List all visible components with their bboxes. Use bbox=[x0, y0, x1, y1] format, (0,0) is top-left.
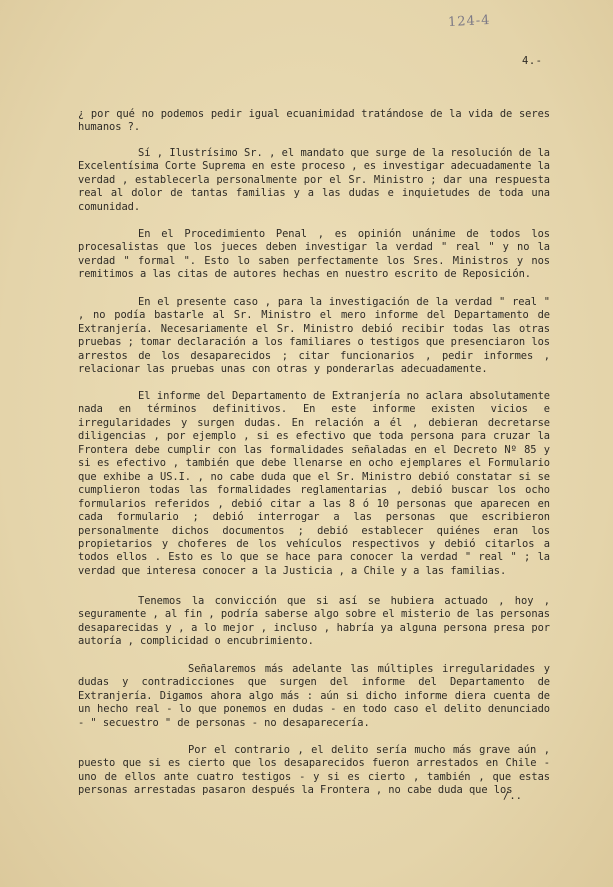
continuation-mark: /.. bbox=[503, 790, 522, 802]
paragraph-3: En el Procedimiento Penal , es opinión unánime de todos los procesalistas que los jueces deben investigar la verdad " real " y no la verdad " formal ". Esto lo saben perfectamente los Sres. Ministros y nos remitimos a las citas de autores hechas en nuestro escrito de Reposición. bbox=[78, 228, 550, 281]
paragraph-1: ¿ por qué no podemos pedir igual ecuanimidad tratándose de la vida de seres humanos ?. bbox=[78, 108, 550, 134]
paragraph-6: Tenemos la convicción que si así se hubiera actuado , hoy , seguramente , al fin , podría saberse algo sobre el misterio de las personas desaparecidas y , a lo mejor , incluso , habría ya alguna persona presa por autoría , complicidad o encubrimiento. bbox=[78, 595, 550, 648]
archive-number: 124-4 bbox=[447, 12, 491, 31]
paragraph-7: Señalaremos más adelante las múltiples irregularidades y dudas y contradicciones que surgen del informe del Departamento de Extranjería. Digamos ahora algo más : aún si dicho informe diera cuenta de un hecho real - lo que ponemos en dudas - en todo caso el delito denunciado - " secuestro " de personas - no desaparecería. bbox=[78, 663, 550, 729]
paragraph-4: En el presente caso , para la investigación de la verdad " real " , no podía bastarle al Sr. Ministro el mero informe del Departamento de Extranjería. Necesariamente el Sr. Ministro debió recibir todas las otras pruebas ; tomar declaración a los familiares o testigos que presenciaron los arrestos de los desaparecidos ; citar funcionarios , pedir informes , relacionar las pruebas unas con otras y ponderarlas adecuadamente. bbox=[78, 296, 550, 376]
paragraph-8: Por el contrario , el delito sería mucho más grave aún , puesto que si es cierto que los desaparecidos fueron arrestados en Chile - uno de ellos ante cuatro testigos - y si es cierto , también , que estas personas arrestadas pasaron después la Frontera , no cabe duda que los bbox=[78, 744, 550, 797]
paragraph-5: El informe del Departamento de Extranjería no aclara absolutamente nada en términos definitivos. En este informe existen vicios e irregularidades y surgen dudas. En relación a él , debieran decretarse diligencias , por ejemplo , si es efectivo que toda persona para cruzar la Frontera debe cumplir con las formalidades señaladas en el Decreto Nº 85 y si es efectivo , también que debe llenarse en ocho ejemplares el Formulario que exhibe a US.I. , no cabe duda que el Sr. Ministro debió constatar si se cumplieron todas las formalidades reglamentarias , debió buscar los ocho formularios referidos , debió citar a las 8 ó 10 personas que aparecen en cada formulario ; debió interrogar a las personas que escribieron personalmente dichos documentos ; debió establecer quiénes eran los propietarios y choferes de los vehículos respectivos y debió citarlos a todos ellos . Esto es lo que se hace para conocer la verdad " real " ; la verdad que interesa conocer a la Justicia , a Chile y a las familias. bbox=[78, 390, 550, 577]
page-number: 4.- bbox=[522, 55, 543, 67]
paragraph-2: Sí , Ilustrísimo Sr. , el mandato que surge de la resolución de la Excelentísima Corte Suprema en este proceso , es investigar adecuadamente la verdad , establecerla personalmente por el Sr. Ministro ; dar una respuesta real al dolor de tantas familias y a las dudas e inquietudes de toda una comunidad. bbox=[78, 147, 550, 213]
